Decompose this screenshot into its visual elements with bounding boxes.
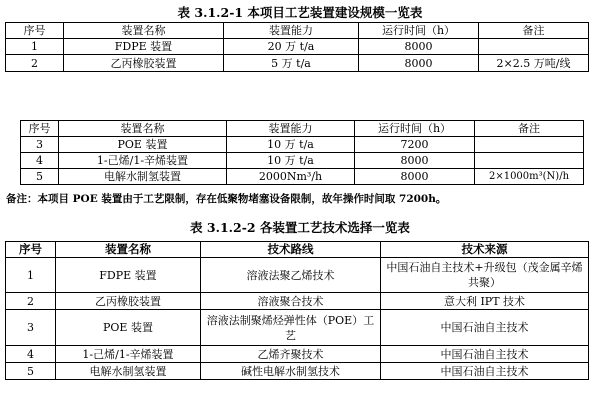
table-row (21, 137, 584, 153)
table2-footnote: 备注：本项目 POE 装置由于工艺限制，存在低聚物堵塞设备限制，故年操作时间取 7200h。 (6, 193, 447, 205)
cell-unit-name: POE 装置 (56, 310, 201, 346)
cell-remark: 2×2.5 万吨/线 (479, 55, 589, 72)
table-row (6, 346, 589, 363)
col-header-tech-route: 技术路线 (201, 242, 381, 258)
cell-index: 3 (6, 310, 56, 346)
col-header-remark: 备注 (475, 121, 584, 137)
cell-tech-source: 中国石油自主技术 (381, 363, 589, 380)
cell-capacity: 5 万 t/a (224, 55, 359, 72)
cell-tech-source: 中国石油自主技术+升级包（茂金属辛烯共聚） (381, 258, 589, 293)
table-row (6, 363, 589, 380)
col-header-unit-name: 装置名称 (59, 121, 227, 137)
cell-unit-name: 1-己烯/1-辛烯装置 (59, 153, 227, 169)
table-row (6, 55, 589, 72)
cell-index: 5 (6, 363, 56, 380)
cell-runtime: 8000 (355, 169, 475, 185)
table-production-scale-2 (20, 120, 584, 185)
cell-tech-route: 溶液法聚乙烯技术 (201, 258, 381, 293)
col-header-index: 序号 (21, 121, 59, 137)
cell-remark (475, 137, 584, 153)
cell-index: 1 (6, 258, 56, 293)
cell-runtime: 8000 (355, 153, 475, 169)
cell-index: 3 (21, 137, 59, 153)
table-row (6, 258, 589, 293)
cell-capacity: 10 万 t/a (227, 137, 355, 153)
cell-tech-route: 溶液法制聚烯烃弹性体（POE）工艺 (201, 310, 381, 346)
col-header-remark: 备注 (479, 23, 589, 39)
table-row (6, 293, 589, 310)
col-header-capacity: 装置能力 (224, 23, 359, 39)
cell-unit-name: 电解水制氢装置 (59, 169, 227, 185)
cell-index: 5 (21, 169, 59, 185)
col-header-runtime: 运行时间（h） (359, 23, 479, 39)
col-header-index: 序号 (6, 242, 56, 258)
col-header-index: 序号 (6, 23, 64, 39)
table2-caption: 表 3.1.2-2 各装置工艺技术选择一览表 (190, 220, 410, 235)
cell-tech-route: 乙烯齐聚技术 (201, 346, 381, 363)
cell-unit-name: FDPE 装置 (64, 39, 224, 55)
col-header-tech-source: 技术来源 (381, 242, 589, 258)
cell-remark: 2×1000m³(N)/h (475, 169, 584, 185)
cell-runtime: 8000 (359, 55, 479, 72)
cell-capacity: 20 万 t/a (224, 39, 359, 55)
table-production-scale-1 (5, 22, 589, 72)
cell-tech-source: 意大利 IPT 技术 (381, 293, 589, 310)
table-row (6, 39, 589, 55)
col-header-runtime: 运行时间（h） (355, 121, 475, 137)
cell-unit-name: 乙丙橡胶装置 (64, 55, 224, 72)
table1-caption: 表 3.1.2-1 本项目工艺装置建设规模一览表 (177, 5, 423, 20)
cell-index: 2 (6, 293, 56, 310)
cell-tech-source: 中国石油自主技术 (381, 310, 589, 346)
cell-tech-source: 中国石油自主技术 (381, 346, 589, 363)
cell-unit-name: POE 装置 (59, 137, 227, 153)
cell-unit-name: FDPE 装置 (56, 258, 201, 293)
cell-unit-name: 电解水制氢装置 (56, 363, 201, 380)
table-row (6, 310, 589, 346)
cell-index: 1 (6, 39, 64, 55)
table-row (21, 153, 584, 169)
cell-capacity: 10 万 t/a (227, 153, 355, 169)
col-header-unit-name: 装置名称 (56, 242, 201, 258)
cell-runtime: 7200 (355, 137, 475, 153)
cell-tech-route: 溶液聚合技术 (201, 293, 381, 310)
cell-remark (479, 39, 589, 55)
col-header-unit-name: 装置名称 (64, 23, 224, 39)
cell-runtime: 8000 (359, 39, 479, 55)
cell-remark (475, 153, 584, 169)
cell-index: 4 (6, 346, 56, 363)
cell-capacity: 2000Nm³/h (227, 169, 355, 185)
cell-unit-name: 乙丙橡胶装置 (56, 293, 201, 310)
cell-tech-route: 碱性电解水制氢技术 (201, 363, 381, 380)
cell-index: 2 (6, 55, 64, 72)
cell-unit-name: 1-己烯/1-辛烯装置 (56, 346, 201, 363)
table-process-technology (5, 241, 589, 380)
cell-index: 4 (21, 153, 59, 169)
col-header-capacity: 装置能力 (227, 121, 355, 137)
table-row (21, 169, 584, 185)
